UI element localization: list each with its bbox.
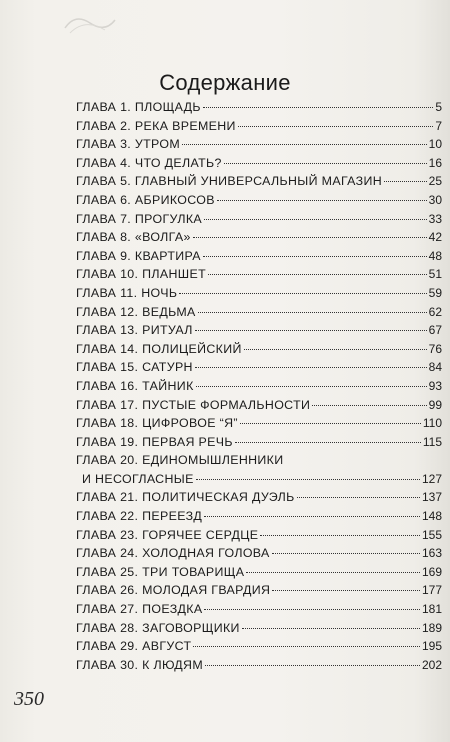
toc-entry-page: 115 <box>422 434 442 449</box>
toc-entry-page: 84 <box>428 360 442 375</box>
toc-entry-page: 148 <box>421 509 442 524</box>
toc-entry <box>76 526 442 545</box>
toc-entry <box>76 581 442 600</box>
toc-entry-label: ГЛАВА 1. ПЛОЩАДЬ <box>76 100 201 114</box>
toc-entry-page: 30 <box>428 192 442 207</box>
toc-entry-label: ГЛАВА 27. ПОЕЗДКА <box>76 602 203 617</box>
dot-leader <box>195 330 427 331</box>
toc-entry <box>76 303 442 322</box>
toc-entry-label: ГЛАВА 23. ГОРЯЧЕЕ СЕРДЦЕ <box>76 527 259 542</box>
toc-entry <box>76 135 442 154</box>
toc-entry-page: 25 <box>428 174 442 189</box>
dot-leader <box>182 144 427 145</box>
toc-entry-page: 99 <box>428 397 442 412</box>
toc-entry <box>76 117 442 136</box>
toc-entry-label: ГЛАВА 28. ЗАГОВОРЩИКИ <box>76 620 240 635</box>
toc-entry-label: ГЛАВА 8. «ВОЛГА» <box>76 230 191 245</box>
dot-leader <box>205 665 420 666</box>
dot-leader <box>312 405 426 406</box>
toc-entry-page: 177 <box>421 583 442 598</box>
toc-entry-label: ГЛАВА 2. РЕКА ВРЕМЕНИ <box>76 118 236 133</box>
dot-leader <box>272 590 420 591</box>
toc-entry-page: 181 <box>421 602 442 617</box>
toc-entry <box>76 191 442 210</box>
toc-entry <box>76 358 442 377</box>
dot-leader <box>193 237 427 238</box>
toc-entry-label: ГЛАВА 11. НОЧЬ <box>76 285 178 300</box>
toc-entry <box>76 488 442 507</box>
toc-entry <box>76 619 442 638</box>
toc-entry-label: ГЛАВА 17. ПУСТЫЕ ФОРМАЛЬНОСТИ <box>76 397 311 412</box>
dot-leader <box>217 200 427 201</box>
dot-leader <box>246 572 420 573</box>
toc-entry <box>76 154 442 173</box>
toc-entry <box>76 544 442 563</box>
toc-entry-page: 163 <box>421 546 442 561</box>
dot-leader <box>242 628 420 629</box>
dot-leader <box>195 367 427 368</box>
toc-entry-label: ГЛАВА 22. ПЕРЕЕЗД <box>76 509 203 524</box>
toc-entry <box>76 563 442 582</box>
toc-entry-label: И НЕСОГЛАСНЫЕ <box>82 471 194 486</box>
toc-entry-page: 48 <box>428 248 442 263</box>
toc-entry <box>76 451 442 470</box>
toc-entry-label: ГЛАВА 10. ПЛАНШЕТ <box>76 267 207 282</box>
toc-entry-label: ГЛАВА 18. ЦИФРОВОЕ “Я” <box>76 416 238 431</box>
dot-leader <box>204 609 419 610</box>
dot-leader <box>238 126 434 127</box>
toc-entry-label: ГЛАВА 9. КВАРТИРА <box>76 248 201 263</box>
dot-leader <box>196 479 420 480</box>
toc-entry-label: ГЛАВА 13. РИТУАЛ <box>76 323 193 338</box>
toc-entry-page: 127 <box>421 471 442 486</box>
toc-entry-page: 93 <box>428 378 442 393</box>
toc-entry-label: ГЛАВА 24. ХОЛОДНАЯ ГОЛОВА <box>76 546 270 561</box>
toc-entry <box>76 414 442 433</box>
toc-entry <box>76 210 442 229</box>
dot-leader <box>193 646 420 647</box>
toc-entry-label: ГЛАВА 16. ТАЙНИК <box>76 378 194 393</box>
dot-leader <box>203 107 433 108</box>
toc-entry-label: ГЛАВА 19. ПЕРВАЯ РЕЧЬ <box>76 434 233 449</box>
toc-entry <box>76 247 442 266</box>
toc-entry-label: ГЛАВА 30. К ЛЮДЯМ <box>76 657 204 672</box>
dot-leader <box>235 442 421 443</box>
dot-leader <box>196 386 427 387</box>
dot-leader <box>204 516 420 517</box>
toc-entry-page: 202 <box>421 657 442 672</box>
dot-leader <box>198 312 427 313</box>
toc-entry-page: 169 <box>421 564 442 579</box>
dot-leader <box>240 423 421 424</box>
toc-entry-page: 189 <box>421 620 442 635</box>
toc-entry-label: ГЛАВА 26. МОЛОДАЯ ГВАРДИЯ <box>76 583 271 598</box>
toc-entry-page: 10 <box>428 137 442 152</box>
table-of-contents <box>76 98 442 674</box>
toc-entry <box>76 321 442 340</box>
dot-leader <box>272 553 420 554</box>
page-number: 350 <box>14 688 44 710</box>
toc-entry <box>76 396 442 415</box>
toc-entry <box>76 340 442 359</box>
toc-entry-label: ГЛАВА 7. ПРОГУЛКА <box>76 211 203 226</box>
toc-entry-page: 5 <box>435 100 442 114</box>
toc-entry-label: ГЛАВА 29. АВГУСТ <box>76 639 192 654</box>
toc-entry-page: 33 <box>428 211 442 226</box>
toc-entry-label: ГЛАВА 20. ЕДИНОМЫШЛЕННИКИ <box>76 453 284 468</box>
dot-leader <box>204 219 427 220</box>
toc-entry-page: 67 <box>428 323 442 338</box>
dot-leader <box>208 274 427 275</box>
toc-entry-page: 110 <box>422 416 442 431</box>
toc-entry <box>76 98 442 117</box>
toc-entry-page: 195 <box>421 639 442 654</box>
toc-entry <box>76 377 442 396</box>
toc-entry-label: ГЛАВА 25. ТРИ ТОВАРИЩА <box>76 564 245 579</box>
toc-entry <box>76 637 442 656</box>
toc-entry-label: ГЛАВА 15. САТУРН <box>76 360 193 375</box>
toc-entry-label: ГЛАВА 5. ГЛАВНЫЙ УНИВЕРСАЛЬНЫЙ МАГАЗИН <box>76 174 383 189</box>
toc-entry-label: ГЛАВА 12. ВЕДЬМА <box>76 304 196 319</box>
dot-leader <box>384 181 427 182</box>
dot-leader <box>224 163 427 164</box>
toc-entry-label: ГЛАВА 6. АБРИКОСОВ <box>76 192 215 207</box>
toc-entry <box>76 433 442 452</box>
toc-entry <box>76 470 442 489</box>
toc-entry-label: ГЛАВА 4. ЧТО ДЕЛАТЬ? <box>76 155 222 170</box>
page-title: Содержание <box>159 70 291 95</box>
decorative-ornament <box>60 8 120 38</box>
toc-entry <box>76 284 442 303</box>
toc-entry <box>76 265 442 284</box>
toc-entry-page: 51 <box>428 267 442 282</box>
dot-leader <box>179 293 426 294</box>
toc-entry <box>76 656 442 675</box>
toc-entry-label: ГЛАВА 14. ПОЛИЦЕЙСКИЙ <box>76 341 242 356</box>
dot-leader <box>203 256 427 257</box>
toc-entry <box>76 228 442 247</box>
toc-entry-label: ГЛАВА 21. ПОЛИТИЧЕСКАЯ ДУЭЛЬ <box>76 490 295 505</box>
dot-leader <box>260 535 420 536</box>
toc-entry <box>76 172 442 191</box>
toc-entry-page: 59 <box>428 285 442 300</box>
toc-entry-page: 137 <box>421 490 442 505</box>
toc-entry <box>76 507 442 526</box>
toc-entry-page: 155 <box>421 527 442 542</box>
dot-leader <box>244 349 427 350</box>
toc-entry-page: 42 <box>428 230 442 245</box>
toc-entry <box>76 600 442 619</box>
toc-entry-label: ГЛАВА 3. УТРОМ <box>76 137 181 152</box>
dot-leader <box>297 497 420 498</box>
toc-entry-page: 62 <box>428 304 442 319</box>
toc-entry-page: 76 <box>428 341 442 356</box>
toc-entry-page: 7 <box>435 118 442 133</box>
toc-entry-page: 16 <box>428 155 442 170</box>
